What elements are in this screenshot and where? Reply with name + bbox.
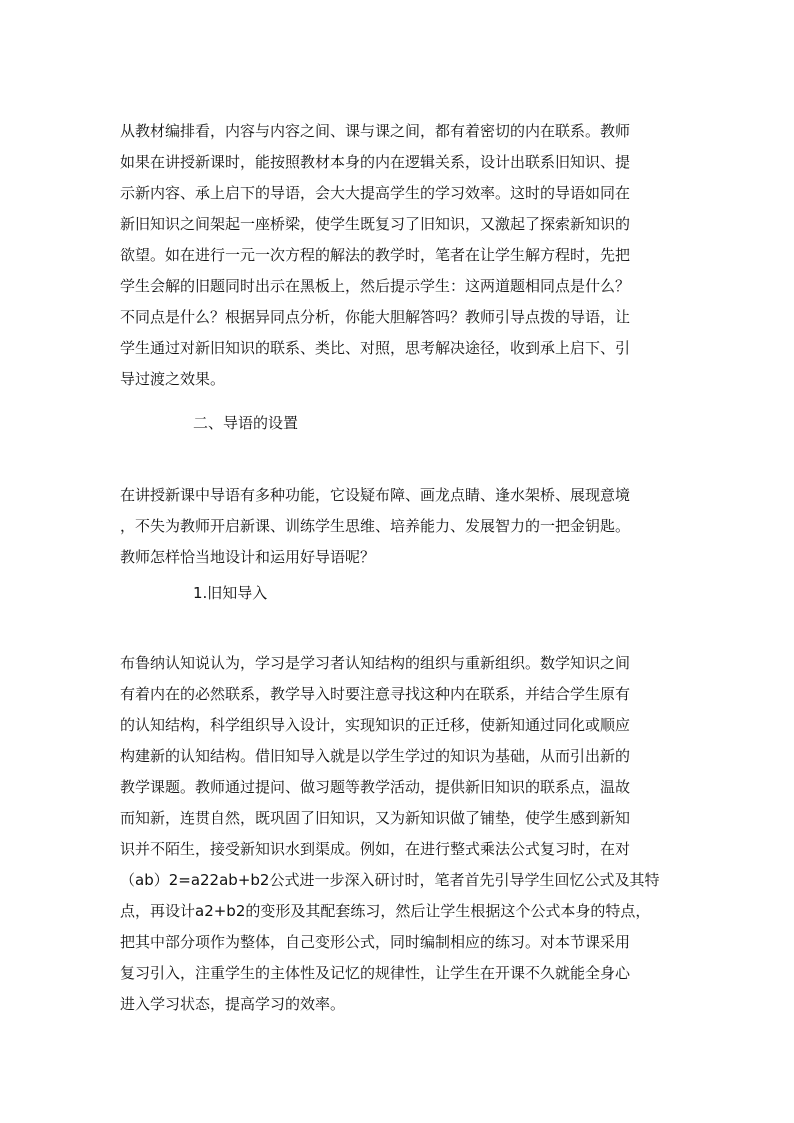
- paragraph-line: 示新内容、承上启下的导语，会大大提高学生的学习效率。这时的导语如同在: [120, 184, 631, 202]
- paragraph-line: 学生会解的旧题同时出示在黑板上，然后提示学生：这两道题相同点是什么？: [120, 277, 631, 295]
- paragraph-line: 点，再设计a2+b2的变形及其配套练习，然后让学生根据这个公式本身的特点，: [120, 902, 651, 920]
- paragraph-line: 进入学习状态，提高学习的效率。: [120, 995, 346, 1013]
- paragraph-line: 如果在讲授新课时，能按照教材本身的内在逻辑关系，设计出联系旧知识、提: [120, 153, 631, 171]
- section-heading-lead-in-setup: 二、导语的设置: [193, 414, 299, 432]
- paragraph-line: 学生通过对新旧知识的联系、类比、对照，思考解决途径，收到承上启下、引: [120, 339, 631, 357]
- paragraph-line: 而知新，连贯自然，既巩固了旧知识，又为新知识做了铺垫，使学生感到新知: [120, 809, 631, 827]
- paragraph-line: ，不失为教师开启新课、训练学生思维、培养能力、发展智力的一把金钥匙。: [120, 517, 631, 535]
- paragraph-line: 有着内在的必然联系，教学导入时要注意寻找这种内在联系，并结合学生原有: [120, 685, 631, 703]
- paragraph-line: 识并不陌生，接受新知识水到渠成。例如，在进行整式乘法公式复习时，在对: [120, 840, 631, 858]
- paragraph-line: 导过渡之效果。: [120, 370, 226, 388]
- paragraph-line: （ab）2=a22ab+b2公式进一步深入研讨时，笔者首先引导学生回忆公式及其特: [120, 871, 660, 889]
- paragraph-line: 从教材编排看，内容与内容之间、课与课之间，都有着密切的内在联系。教师: [120, 122, 631, 140]
- paragraph-line: 的认知结构，科学组织导入设计，实现知识的正迁移，使新知通过同化或顺应: [120, 716, 631, 734]
- paragraph-textbook-connection: [120, 116, 680, 395]
- paragraph-bruner-cognition: [120, 648, 680, 1020]
- subsection-heading-prior-knowledge: 1.旧知导入: [193, 584, 268, 602]
- paragraph-line: 欲望。如在进行一元一次方程的解法的教学时，笔者在让学生解方程时，先把: [120, 246, 631, 264]
- paragraph-line: 复习引入，注重学生的主体性及记忆的规律性，让学生在开课不久就能全身心: [120, 964, 631, 982]
- paragraph-lead-in-functions: [120, 480, 680, 573]
- paragraph-line: 构建新的认知结构。借旧知导入就是以学生学过的知识为基础，从而引出新的: [120, 747, 631, 765]
- paragraph-line: 布鲁纳认知说认为，学习是学习者认知结构的组织与重新组织。数学知识之间: [120, 654, 631, 672]
- paragraph-line: 教学课题。教师通过提问、做习题等教学活动，提供新旧知识的联系点，温故: [120, 778, 631, 796]
- paragraph-line: 新旧知识之间架起一座桥梁，使学生既复习了旧知识，又激起了探索新知识的: [120, 215, 631, 233]
- paragraph-line: 在讲授新课中导语有多种功能，它设疑布障、画龙点睛、逢水架桥、展现意境: [120, 486, 631, 504]
- paragraph-line: 教师怎样恰当地设计和运用好导语呢？: [120, 548, 376, 566]
- paragraph-line: 把其中部分项作为整体，自己变形公式，同时编制相应的练习。对本节课采用: [120, 933, 631, 951]
- paragraph-line: 不同点是什么？根据异同点分析，你能大胆解答吗？教师引导点拨的导语，让: [120, 308, 631, 326]
